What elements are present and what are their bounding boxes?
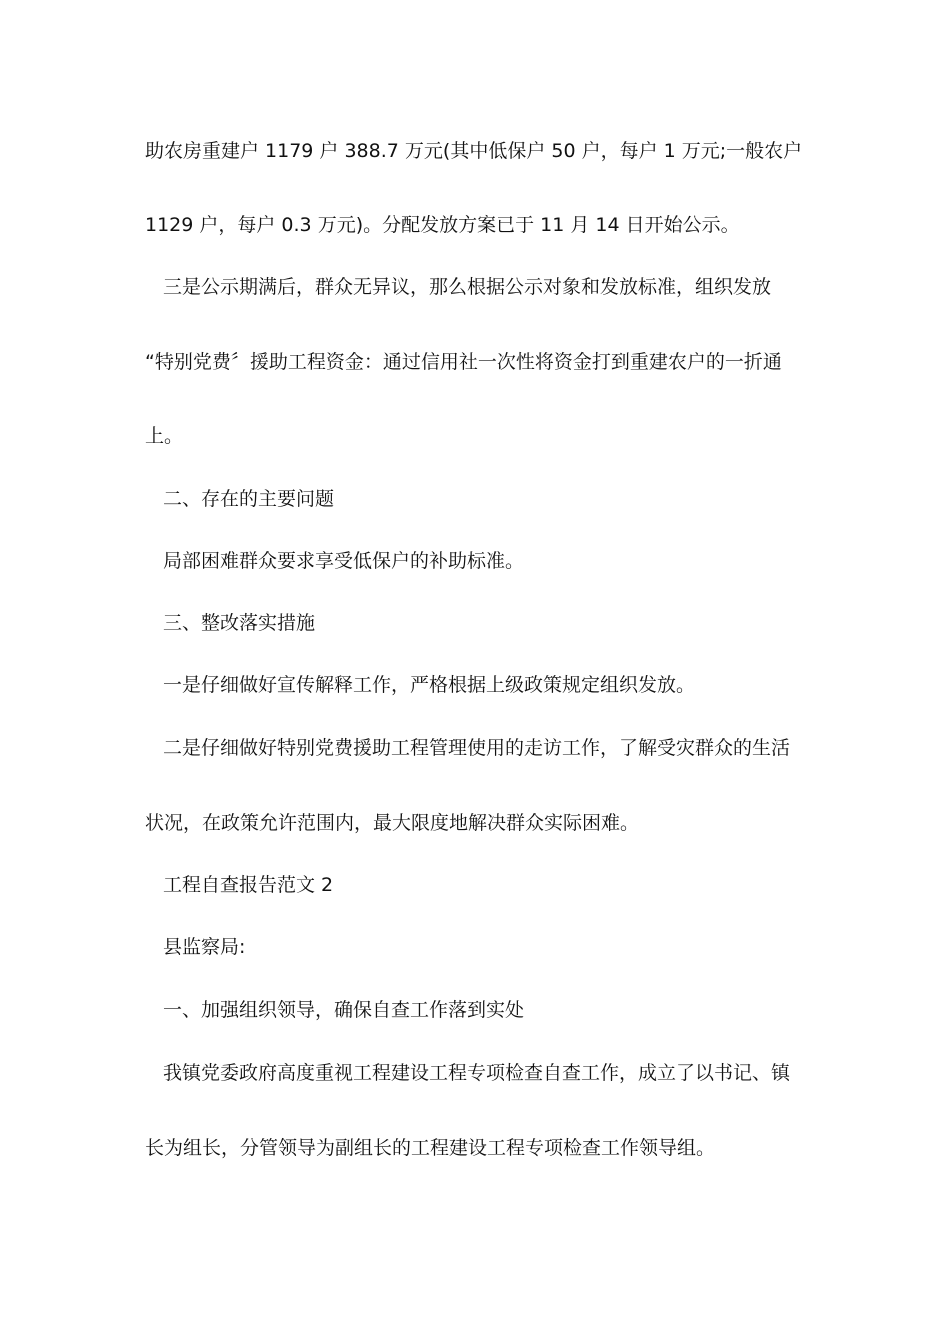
paragraph-line: 上。 <box>145 425 184 447</box>
document-title: 工程自查报告范文 2 <box>163 874 334 896</box>
paragraph-line: 长为组长，分管领导为副组长的工程建设工程专项检查工作领导组。 <box>145 1137 716 1159</box>
section-heading: 一、加强组织领导，确保自查工作落到实处 <box>163 999 525 1021</box>
paragraph-line: 二是仔细做好特别党费援助工程管理使用的走访工作，了解受灾群众的生活 <box>163 737 791 759</box>
paragraph-line: 我镇党委政府高度重视工程建设工程专项检查自查工作，成立了以书记、镇 <box>163 1062 791 1084</box>
paragraph-line: 局部困难群众要求享受低保户的补助标准。 <box>163 550 525 572</box>
paragraph-line: 三是公示期满后，群众无异议，那么根据公示对象和发放标准，组织发放 <box>163 276 772 298</box>
paragraph-line: 状况，在政策允许范围内，最大限度地解决群众实际困难。 <box>145 812 640 834</box>
paragraph-line: 助农房重建户 1179 户 388.7 万元(其中低保户 50 户，每户 1 万元;一般农户 <box>145 140 803 162</box>
section-heading: 二、存在的主要问题 <box>163 488 335 510</box>
section-heading: 三、整改落实措施 <box>163 612 316 634</box>
paragraph-line: 1129 户，每户 0.3 万元)。分配发放方案已于 11 月 14 日开始公示。 <box>145 214 740 236</box>
addressee: 县监察局: <box>163 936 246 958</box>
paragraph-line: “特别党费〞援助工程资金：通过信用社一次性将资金打到重建农户的一折通 <box>145 351 782 373</box>
paragraph-line: 一是仔细做好宣传解释工作，严格根据上级政策规定组织发放。 <box>163 674 696 696</box>
